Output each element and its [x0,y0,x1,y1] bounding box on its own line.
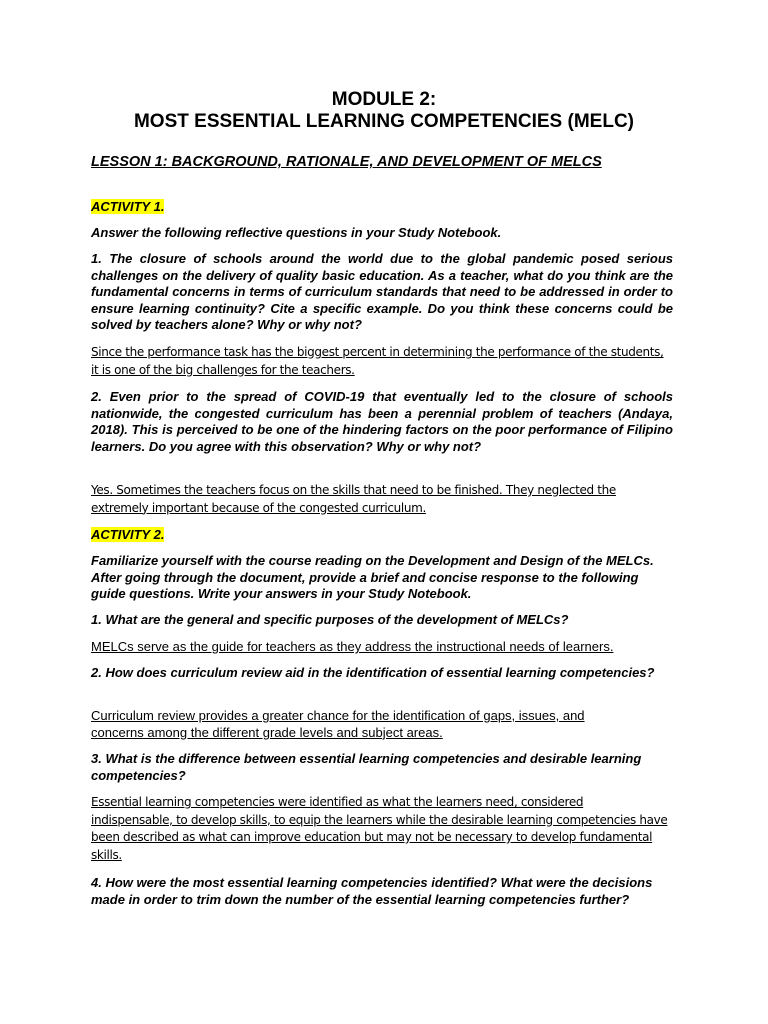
activity2-question-1: 1. What are the general and specific purposes of the development of MELCs? [91,612,569,627]
answer-line: MELCs serve as the guide for teachers as they address the instructional needs of learners. [91,639,614,654]
activity2-question-4: 4. How were the most essential learning competencies identified? What were the decisions made in order to trim down the number of the essential learning competencies further? [91,875,653,907]
activity1-instruction: Answer the following reflective questions in your Study Notebook. [91,225,502,240]
activity1-answer-2 [91,482,673,517]
answer-line: Yes. Sometimes the teachers focus on the skills that need to be finished. They neglected the [91,483,616,497]
answer-line: concerns among the different grade levels and subject areas. [91,724,443,740]
activity1-label-text: ACTIVITY 1. [91,199,165,214]
activity2-question-3: 3. What is the difference between essential learning competencies and desirable learning competencies? [91,751,642,783]
activity2-answer-3 [91,794,673,864]
answer-line: it is one of the big challenges for the teachers. [91,362,355,377]
activity2-answer-2 [91,708,673,741]
activity2-label [91,527,673,544]
answer-line: Essential learning competencies were identified as what the learners need, considered [91,795,584,809]
activity1-label [91,199,673,216]
answer-line: Since the performance task has the biggest percent in determining the performance of the students, [91,345,664,359]
lesson-heading: LESSON 1: BACKGROUND, RATIONALE, AND DEVELOPMENT OF MELCS [91,154,602,170]
answer-line: skills. [91,847,122,862]
activity2-instruction: Familiarize yourself with the course reading on the Development and Design of the MELCs. After going through the document, provide a brief and concise response to the following guide questions. Write your answers in your Study Notebook. [91,553,654,602]
activity2-answer-1 [91,639,673,656]
answer-line: been described as what can improve education but may not be necessary to develop fundamental [91,830,653,845]
module-title: MODULE 2: [331,89,437,110]
answer-line: indispensable, to develop skills, to equip the learners while the desirable learning competencies have [91,812,668,827]
answer-line: extremely important because of the congested curriculum. [91,500,426,515]
activity2-question-2: 2. How does curriculum review aid in the identification of essential learning competencies? [91,665,655,680]
answer-line: Curriculum review provides a greater chance for the identification of gaps, issues, and [91,708,585,723]
module-subtitle: MOST ESSENTIAL LEARNING COMPETENCIES (MELC) [133,111,634,132]
activity1-question-1: 1. The closure of schools around the world due to the global pandemic posed serious challenges on the delivery of quality basic education. As a teacher, what do you think are the fundamental concerns in terms of curriculum standards that need to be addressed in order to ensure learning continuity? Cite a specific example. Do you think these concerns could be solved by teachers alone? Why or why not? [91,251,673,333]
activity1-question-2: 2. Even prior to the spread of COVID-19 that eventually led to the closure of schools nationwide, the congested curriculum has been a perennial problem of teachers (Andaya, 2018). This is perceived to be one of the hindering factors on the poor performance of Filipino learners. Do you agree with this observation? Why or why not? [91,389,673,454]
activity1-answer-1 [91,344,673,379]
activity2-label-text: ACTIVITY 2. [91,527,165,542]
